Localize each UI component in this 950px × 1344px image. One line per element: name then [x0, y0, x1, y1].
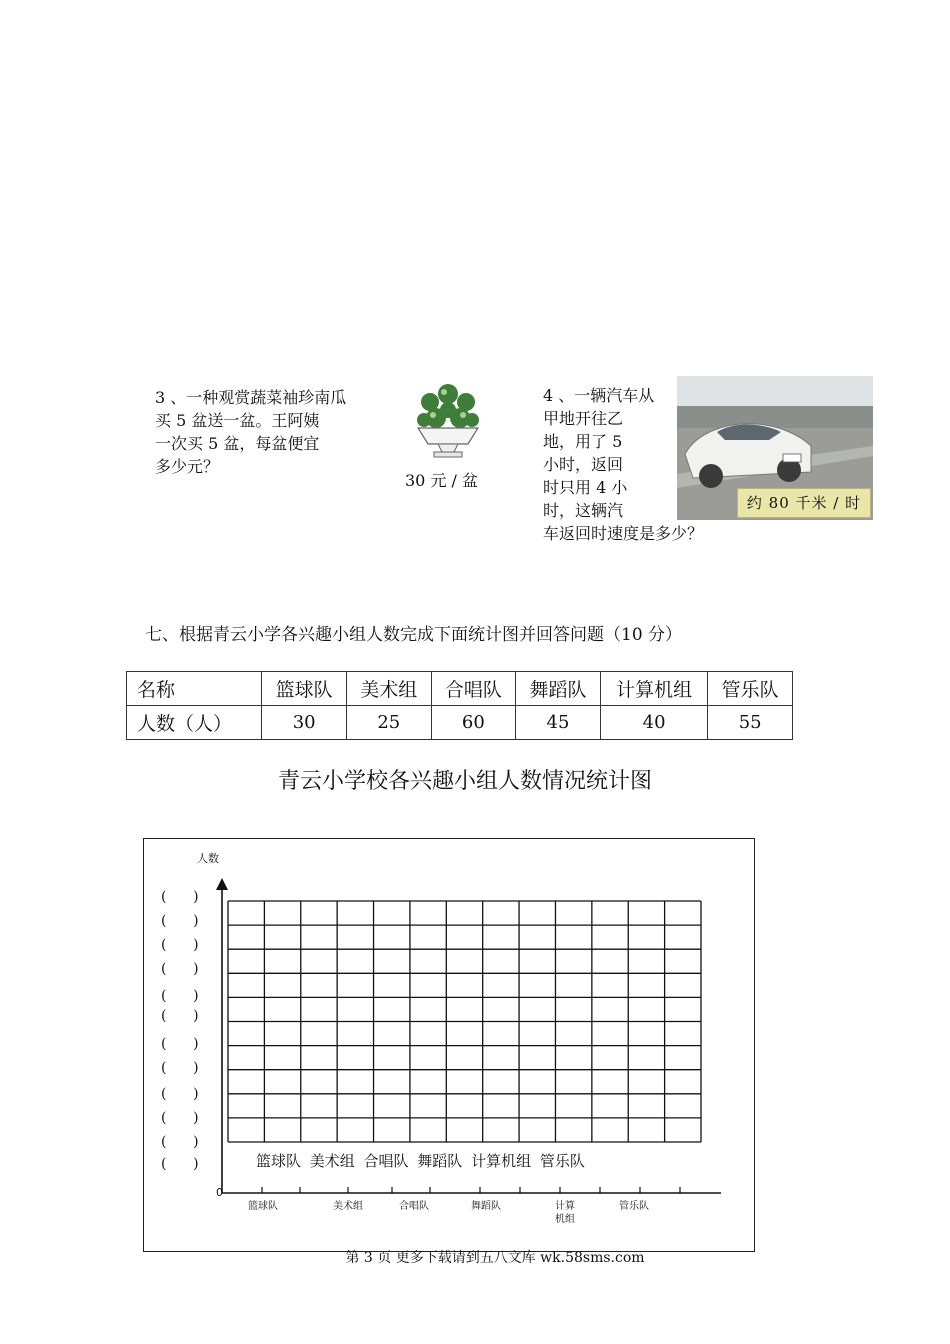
table-cell: 管乐队 [708, 672, 793, 706]
y-tick-blank: ( ) [161, 913, 199, 929]
table-cell: 45 [516, 706, 601, 740]
q3-line-1: 3 、一种观赏蔬菜袖珍南瓜 [155, 388, 347, 407]
q4-line-3: 地，用了 5 [543, 432, 623, 451]
x-category-label: 舞蹈队 [471, 1201, 501, 1212]
table-cell: 25 [346, 706, 431, 740]
y-tick-blank: ( ) [161, 937, 199, 953]
q4-line-5: 时只用 4 小 [543, 478, 628, 497]
y-axis-label: 人数 [197, 852, 219, 865]
q4-line-1: 4 、一辆汽车从 [543, 386, 655, 405]
x-category-label: 篮球队 [248, 1201, 278, 1212]
y-tick-blank: ( ) [161, 1086, 199, 1102]
q4-line-2: 甲地开往乙 [543, 409, 624, 428]
x-category-label: 计算 机组 [555, 1201, 575, 1225]
table-cell: 名称 [127, 672, 262, 706]
q3-line-3: 一次买 5 盆，每盆便宜 [155, 434, 320, 453]
price-label: 30 元 / 盆 [405, 471, 479, 490]
section-7-heading: 七、根据青云小学各兴趣小组人数完成下面统计图并回答问题（10 分） [145, 625, 683, 645]
table-cell: 55 [708, 706, 793, 740]
table-cell: 40 [600, 706, 708, 740]
page-footer: 第 3 页 更多下载请到五八文库 wk.58sms.com [345, 1250, 645, 1266]
y-tick-blank: ( ) [161, 1036, 199, 1052]
table-cell: 60 [431, 706, 516, 740]
x-category-label: 合唱队 [399, 1201, 429, 1212]
x-category-label: 管乐队 [619, 1201, 649, 1212]
table-cell: 篮球队 [262, 672, 347, 706]
y-tick-blank: ( ) [161, 961, 199, 977]
table-cell: 人数（人） [127, 706, 262, 740]
table-cell: 舞蹈队 [516, 672, 601, 706]
y-tick-blank: ( ) [161, 889, 199, 905]
y-tick-blank: ( ) [161, 988, 199, 1004]
q3-line-4: 多少元？ [155, 457, 220, 476]
chart-title: 青云小学校各兴趣小组人数情况统计图 [277, 769, 652, 794]
q4-line-6: 时，这辆汽 [543, 501, 624, 520]
x-category-label: 美术组 [333, 1201, 363, 1212]
q3-line-2: 买 5 盆送一盆。王阿姨 [155, 411, 320, 430]
y-tick-blank: ( ) [161, 1008, 199, 1024]
table-cell: 30 [262, 706, 347, 740]
y-tick-blank: ( ) [161, 1134, 199, 1150]
y-tick-blank: ( ) [161, 1156, 199, 1172]
speed-sign: 约 80 千米 / 时 [737, 488, 871, 518]
table-cell: 计算机组 [600, 672, 708, 706]
q4-line-4: 小时，返回 [543, 455, 624, 474]
y-tick-blank: ( ) [161, 1060, 199, 1076]
y-tick-blank: ( ) [161, 1110, 199, 1126]
q4-line-7: 车返回时速度是多少？ [543, 524, 704, 543]
zero-label: 0 [216, 1186, 223, 1199]
table-cell: 美术组 [346, 672, 431, 706]
chart-category-row: 篮球队 美术组 合唱队 舞蹈队 计算机组 管乐队 [256, 1152, 585, 1170]
table-cell: 合唱队 [431, 672, 516, 706]
